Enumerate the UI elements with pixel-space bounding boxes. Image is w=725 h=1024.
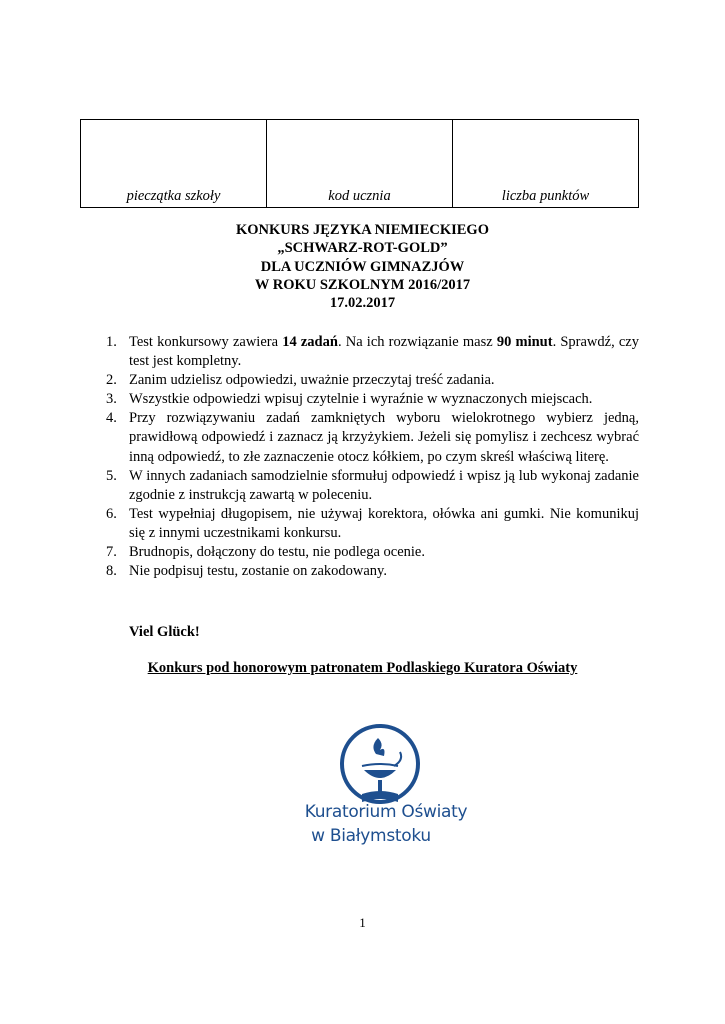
rule-text: Brudnopis, dołączony do testu, nie podlega ocenie. bbox=[129, 544, 425, 561]
task-count: 14 zadań bbox=[282, 334, 338, 350]
list-number: 3. bbox=[106, 391, 117, 408]
list-item bbox=[106, 562, 639, 581]
list-number: 5. bbox=[106, 467, 117, 484]
list-number: 1. bbox=[106, 334, 117, 350]
rule-text: Przy rozwiązywaniu zadań zamkniętych wyboru wielokrotnego wybierz jedną, prawidłową odpowiedź i zaznacz ją krzyżykiem. Jeżeli się pomylisz i zechcesz wybrać inną odpowiedź, to złe zaznaczenie otocz kółkiem, po czym skreśl właściwą literę. bbox=[129, 410, 639, 465]
rule-text: Zanim udzielisz odpowiedzi, uważnie przeczytaj treść zadania. bbox=[129, 372, 495, 389]
rule-text: Test wypełniaj długopisem, nie używaj korektora, ołówka ani gumki. Nie komunikuj się z innymi uczestnikami konkursu. bbox=[129, 505, 639, 541]
list-item bbox=[106, 371, 639, 390]
good-luck-text: Viel Glück! bbox=[129, 624, 200, 640]
list-number: 2. bbox=[106, 372, 117, 389]
list-number: 4. bbox=[106, 410, 117, 427]
school-stamp-cell: pieczątka szkoły bbox=[81, 120, 267, 208]
page-number: 1 bbox=[359, 915, 366, 930]
rule-text: . Sprawdź, czy test jest kompletny. bbox=[129, 334, 639, 370]
rule-text: Test konkursowy zawiera bbox=[129, 334, 283, 350]
student-code-cell: kod ucznia bbox=[267, 120, 453, 208]
rule-text: W innych zadaniach samodzielnie sformułuj odpowiedź i wpisz ją lub wykonaj zadanie zgodnie z instrukcją zawartą w poleceniu. bbox=[129, 467, 639, 503]
title-line: DLA UCZNIÓW GIMNAZJÓW bbox=[260, 258, 465, 275]
list-item bbox=[106, 333, 639, 371]
instructions-list bbox=[106, 333, 639, 581]
title-line: KONKURS JĘZYKA NIEMIECKIEGO bbox=[236, 222, 489, 238]
rule-text: . Na ich rozwiązanie masz bbox=[337, 334, 497, 350]
list-number: 8. bbox=[106, 563, 117, 580]
document-title bbox=[0, 221, 725, 312]
logo-text-line1: Kuratorium Oświaty bbox=[304, 802, 468, 822]
list-item bbox=[106, 409, 639, 466]
time-limit: 90 minut bbox=[496, 334, 553, 350]
list-item bbox=[106, 390, 639, 409]
rule-text: Nie podpisuj testu, zostanie on zakodowany. bbox=[129, 563, 387, 580]
title-date: 17.02.2017 bbox=[329, 295, 396, 312]
rule-text: Wszystkie odpowiedzi wpisuj czytelnie i wyraźnie w wyznaczonych miejscach. bbox=[129, 391, 593, 408]
list-number: 7. bbox=[106, 544, 117, 561]
title-line: W ROKU SZKOLNYM 2016/2017 bbox=[254, 276, 471, 293]
logo-text-line2: w Białymstoku bbox=[311, 826, 431, 846]
list-item bbox=[106, 467, 639, 505]
points-cell: liczba punktów bbox=[453, 120, 639, 208]
list-item bbox=[106, 505, 639, 543]
patronage-note: Konkurs pod honorowym patronatem Podlaskiego Kuratora Oświaty bbox=[147, 660, 578, 676]
list-number: 6. bbox=[106, 505, 117, 522]
header-stamp-table bbox=[80, 119, 639, 208]
list-item bbox=[106, 543, 639, 562]
title-line: „SCHWARZ-ROT-GOLD” bbox=[277, 240, 448, 257]
